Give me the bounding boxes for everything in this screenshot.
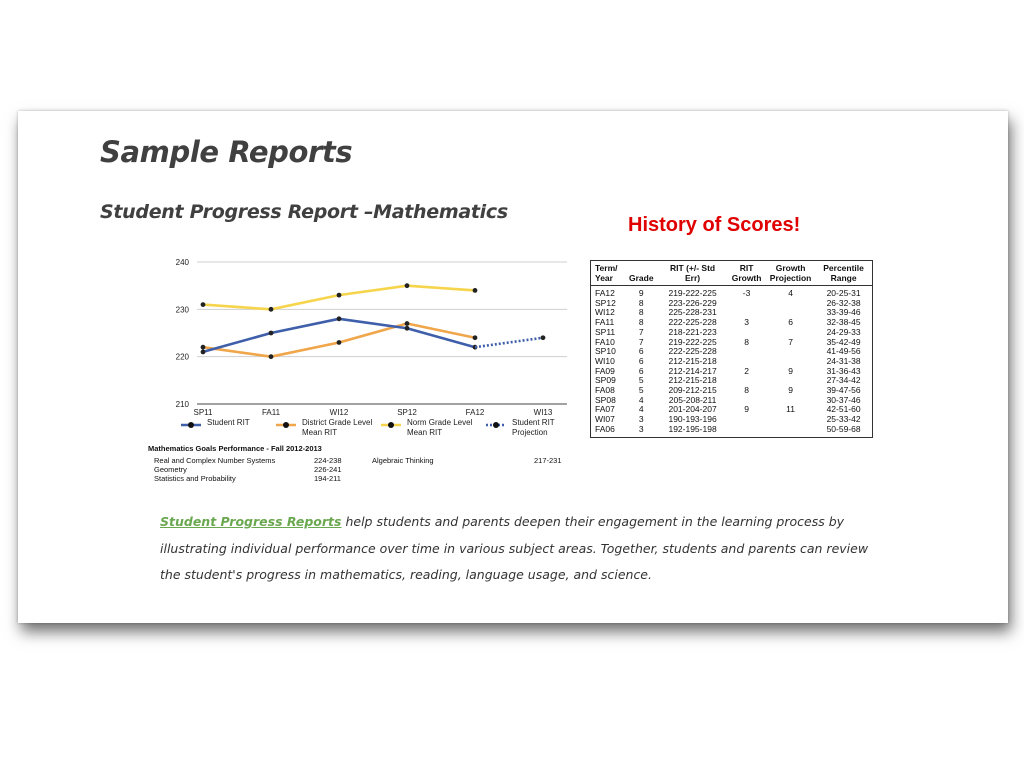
scores-cell: 31-36-43 (826, 365, 861, 376)
scores-cell: SP09 (595, 375, 616, 386)
scores-cell: FA09 (595, 365, 615, 376)
scores-cell (766, 299, 816, 309)
goals-cell: 226-241 (314, 465, 342, 474)
scores-cell: 9 (638, 288, 644, 298)
scores-cell: 8 (638, 307, 644, 318)
goals-row (148, 456, 574, 465)
data-point (337, 316, 342, 321)
legend-dot (493, 422, 499, 428)
scores-cell (728, 415, 766, 425)
scores-cell: 219-222-225 (668, 336, 717, 347)
data-point (473, 288, 478, 293)
scores-cell: 8 (638, 317, 644, 328)
goals-table (148, 456, 574, 483)
progress-chart-svg (142, 249, 572, 419)
student-progress-reports-link[interactable]: Student Progress Reports (160, 514, 342, 529)
scores-cell: WI12 (595, 307, 615, 318)
legend-swatch (181, 421, 201, 429)
data-point (405, 321, 410, 326)
scores-cell: 223-226-229 (668, 297, 717, 308)
progress-chart (142, 249, 572, 424)
goals-cell (534, 474, 574, 483)
scores-cell: 6 (638, 346, 644, 357)
x-tick-label: WI13 (533, 408, 553, 417)
data-point (337, 340, 342, 345)
scores-cell: -3 (742, 288, 751, 298)
legend-label: District Grade Level Mean RIT (302, 418, 373, 437)
scores-cell: 27-34-42 (826, 375, 861, 386)
slide-subtitle: Student Progress Report –Mathematics (100, 201, 508, 223)
goals-row (148, 465, 574, 474)
scores-cell (728, 425, 766, 437)
scores-cell: FA08 (595, 385, 615, 396)
student-rit-line (203, 319, 475, 352)
scores-header-cell: Term/ Year (591, 261, 626, 286)
scores-cell: 9 (744, 404, 749, 415)
y-tick-label: 230 (175, 305, 189, 315)
scores-header-cell: RIT (+/- Std Err) (658, 261, 728, 286)
scores-cell: 20-25-31 (826, 288, 861, 298)
data-point (405, 283, 410, 288)
scores-cell: SP08 (595, 394, 616, 405)
scores-cell: 32-38-45 (826, 317, 861, 328)
scores-cell (766, 425, 816, 437)
x-tick-label: WI12 (329, 408, 349, 417)
slide-card (18, 111, 1008, 623)
scores-cell: 190-193-196 (668, 414, 717, 425)
scores-cell: WI10 (595, 355, 615, 366)
scores-cell: 218-221-223 (668, 326, 717, 337)
data-point (405, 326, 410, 331)
goals-cell: 194-211 (314, 474, 341, 483)
legend-item (486, 418, 586, 442)
history-callout: History of Scores! (628, 214, 801, 236)
scores-cell: 201-204-207 (668, 404, 717, 415)
scores-cell: 212-215-218 (668, 355, 717, 366)
scores-cell: 9 (788, 365, 793, 376)
scores-header-cell: Percentile Range (816, 261, 873, 286)
scores-cell: FA12 (595, 288, 615, 298)
scores-cell: FA11 (595, 317, 615, 328)
y-tick-label: 210 (175, 400, 189, 409)
scores-cell: 3 (744, 317, 749, 328)
scores-header-cell: Grade (625, 261, 658, 286)
x-tick-label: FA11 (261, 408, 281, 417)
legend-label: Student RIT Projection (512, 418, 555, 437)
scores-cell: 7 (638, 336, 644, 347)
scores-cell: 3 (638, 414, 644, 425)
goals-cell (534, 465, 574, 474)
goals-cell: 217-231 (534, 456, 562, 465)
scores-cell: SP12 (595, 297, 616, 308)
legend-dot (283, 422, 289, 428)
scores-cell: SP11 (595, 326, 616, 337)
scores-cell: 212-215-218 (668, 375, 717, 386)
goals-cell: Statistics and Probability (154, 474, 236, 483)
legend-dot (188, 422, 194, 428)
scores-cell: 2 (744, 365, 749, 376)
scores-cell: 7 (788, 336, 793, 347)
data-point (473, 335, 478, 340)
scores-cell: 30-37-46 (826, 394, 861, 405)
scores-cell: 41-49-56 (826, 346, 861, 357)
scores-cell: FA06 (595, 423, 615, 434)
scores-cell: 212-214-217 (668, 365, 717, 376)
scores-cell: 222-225-228 (668, 317, 717, 328)
scores-cell: 24-31-38 (826, 355, 861, 366)
goals-cell (372, 474, 534, 483)
legend-label: Student RIT (207, 418, 250, 427)
scores-cell: FA07 (595, 404, 615, 415)
scores-cell: 35-42-49 (826, 336, 861, 347)
goals-cell: Geometry (154, 465, 187, 474)
goals-performance (148, 444, 578, 483)
goals-cell (372, 465, 534, 474)
x-tick-label: SP11 (193, 408, 213, 417)
scores-cell: 8 (744, 385, 749, 396)
y-tick-label: 220 (175, 352, 189, 362)
goals-title: Mathematics Goals Performance - Fall 2012-2013 (148, 444, 322, 453)
legend-dot (388, 422, 394, 428)
x-tick-label: SP12 (397, 408, 417, 417)
legend-swatch (486, 421, 506, 429)
scores-row (591, 286, 873, 299)
scores-cell: 8 (638, 297, 644, 308)
x-tick-label: FA12 (465, 408, 485, 417)
scores-cell (766, 347, 816, 357)
scores-cell: 8 (744, 336, 749, 347)
data-point (269, 354, 274, 359)
scores-cell: 6 (638, 355, 644, 366)
goals-row (148, 474, 574, 483)
scores-cell (728, 299, 766, 309)
scores-cell: 42-51-60 (826, 404, 861, 415)
scores-cell: 9 (788, 385, 793, 396)
legend-swatch (381, 421, 401, 429)
scores-cell: 225-228-231 (668, 307, 717, 318)
slide-title: Sample Reports (100, 135, 353, 169)
scores-cell: 26-32-38 (826, 297, 861, 308)
scores-cell (728, 347, 766, 357)
legend-item (181, 418, 281, 442)
legend-label: Norm Grade Level Mean RIT (407, 418, 473, 437)
scores-cell: 205-208-211 (668, 394, 717, 405)
scores-cell: 6 (638, 365, 644, 376)
scores-cell: 3 (638, 423, 644, 434)
data-point (269, 307, 274, 312)
scores-cell: 11 (786, 404, 795, 415)
scores-cell: 209-212-215 (668, 385, 717, 396)
scores-cell: 33-39-46 (826, 307, 861, 318)
scores-cell: 4 (638, 404, 644, 415)
scores-cell: FA10 (595, 336, 615, 347)
scores-cell: 4 (638, 394, 644, 405)
scores-cell: 6 (788, 317, 793, 328)
scores-cell: 192-195-198 (668, 423, 717, 434)
data-point (201, 350, 206, 355)
scores-cell: 5 (638, 385, 644, 396)
y-tick-label: 240 (175, 258, 189, 267)
goals-cell: 224-238 (314, 456, 342, 465)
data-point (201, 345, 206, 350)
scores-cell (766, 415, 816, 425)
scores-cell: 39-47-56 (826, 385, 861, 396)
projection-line (475, 338, 543, 347)
goals-cell: Algebraic Thinking (372, 456, 434, 465)
scores-cell: 7 (638, 326, 644, 337)
legend-item (276, 418, 376, 442)
goals-cell: Real and Complex Number Systems (154, 456, 276, 465)
description-paragraph (160, 509, 880, 589)
scores-cell: 222-225-228 (668, 346, 717, 357)
scores-cell: 5 (638, 375, 644, 386)
scores-cell: 24-29-33 (826, 326, 861, 337)
scores-cell: 25-33-42 (826, 414, 861, 425)
scores-row (591, 425, 873, 437)
scores-cell: WI07 (595, 414, 615, 425)
description-text: help students and parents deepen their engagement in the learning process by illustrating individual performance over time in various subject areas. Together, students and parents can review the student's progress in mathematics, reading, language usage, and science. (160, 514, 869, 582)
scores-cell: SP10 (595, 346, 616, 357)
scores-cell: 50-59-68 (826, 423, 861, 434)
data-point (269, 331, 274, 336)
data-point (201, 302, 206, 307)
scores-cell: 4 (788, 288, 793, 298)
data-point (337, 293, 342, 298)
scores-header-cell: Growth Projection (766, 261, 816, 286)
data-point (541, 335, 546, 340)
legend-swatch (276, 421, 296, 429)
scores-cell: 219-222-225 (668, 288, 717, 298)
legend-item (381, 418, 481, 442)
scores-history-table (590, 260, 873, 438)
scores-header-cell: RIT Growth (728, 261, 766, 286)
